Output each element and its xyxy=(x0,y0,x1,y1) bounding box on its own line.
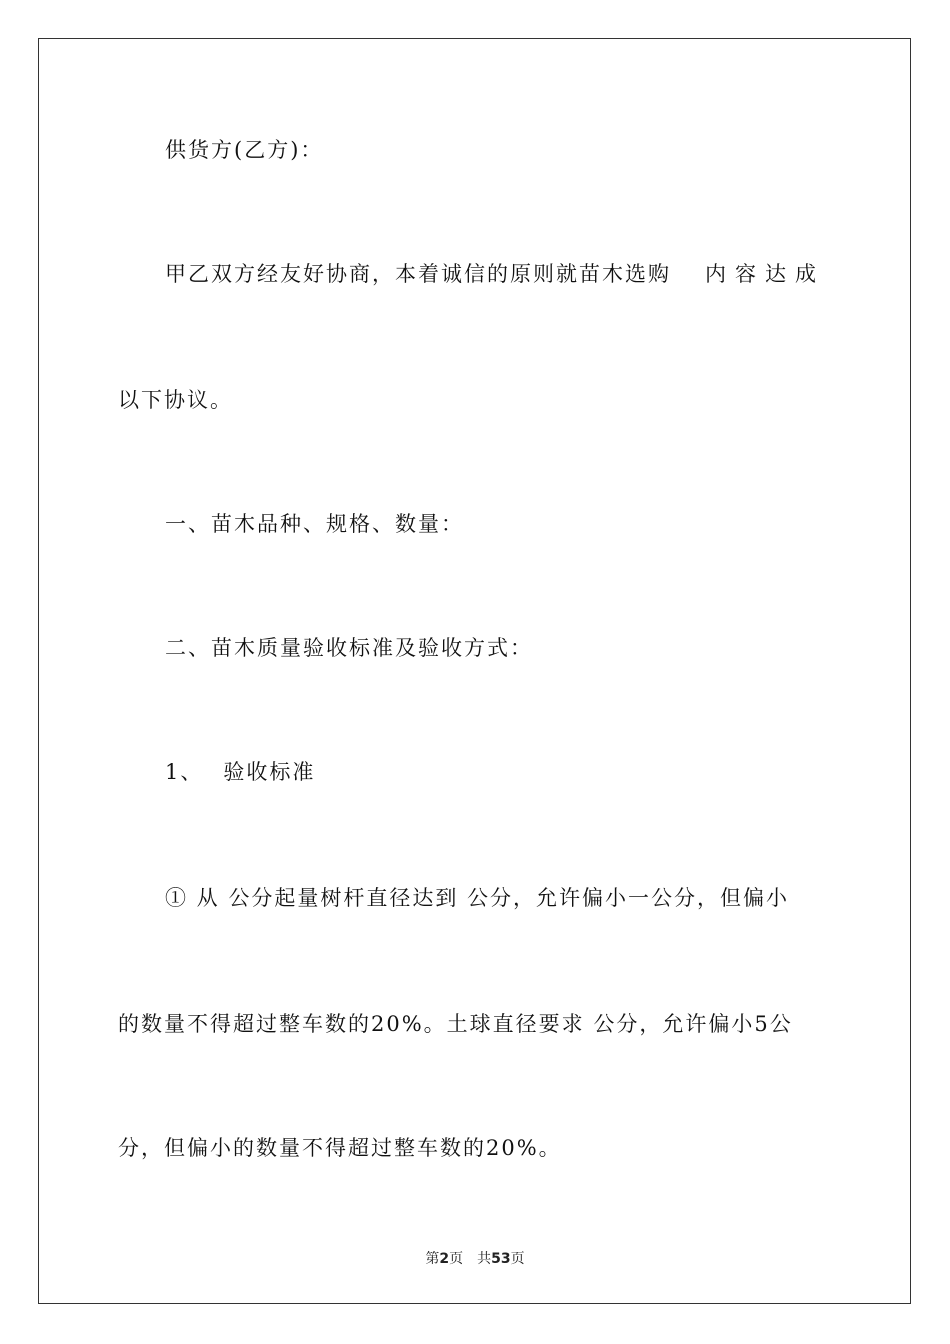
standard-clause-line-3: 分，但偏小的数量不得超过整车数的20%。 xyxy=(118,1136,562,1160)
page-prefix: 第 xyxy=(425,1251,440,1267)
supplier-party-line: 供货方(乙方)： xyxy=(165,138,324,162)
page-suffix: 页 xyxy=(449,1251,464,1267)
agreement-intro-tail: 内容达成 xyxy=(705,262,825,286)
agreement-intro-line xyxy=(165,260,825,288)
subsection-title: 验收标准 xyxy=(223,760,316,784)
subsection-number: 1、 xyxy=(165,760,204,784)
agreement-intro-continuation: 以下协议。 xyxy=(118,388,233,412)
standard-clause-line-2: 的数量不得超过整车数的20%。土球直径要求 公分，允许偏小5公 xyxy=(118,1012,793,1036)
total-page-count: 53 xyxy=(491,1251,511,1267)
subsection-heading xyxy=(165,758,315,786)
agreement-intro-text: 甲乙双方经友好协商，本着诚信的原则就苗木选购 xyxy=(165,262,671,286)
current-page-number: 2 xyxy=(439,1251,450,1267)
section-two-heading: 二、苗木质量验收标准及验收方式： xyxy=(165,636,533,660)
total-prefix: 共 xyxy=(477,1251,492,1267)
page-border xyxy=(38,38,911,1304)
total-suffix: 页 xyxy=(510,1251,525,1267)
standard-clause-line-1: ① 从 公分起量树杆直径达到 公分，允许偏小一公分，但偏小 xyxy=(165,886,790,910)
page-footer xyxy=(0,1248,950,1268)
section-one-heading: 一、苗木品种、规格、数量： xyxy=(165,512,464,536)
